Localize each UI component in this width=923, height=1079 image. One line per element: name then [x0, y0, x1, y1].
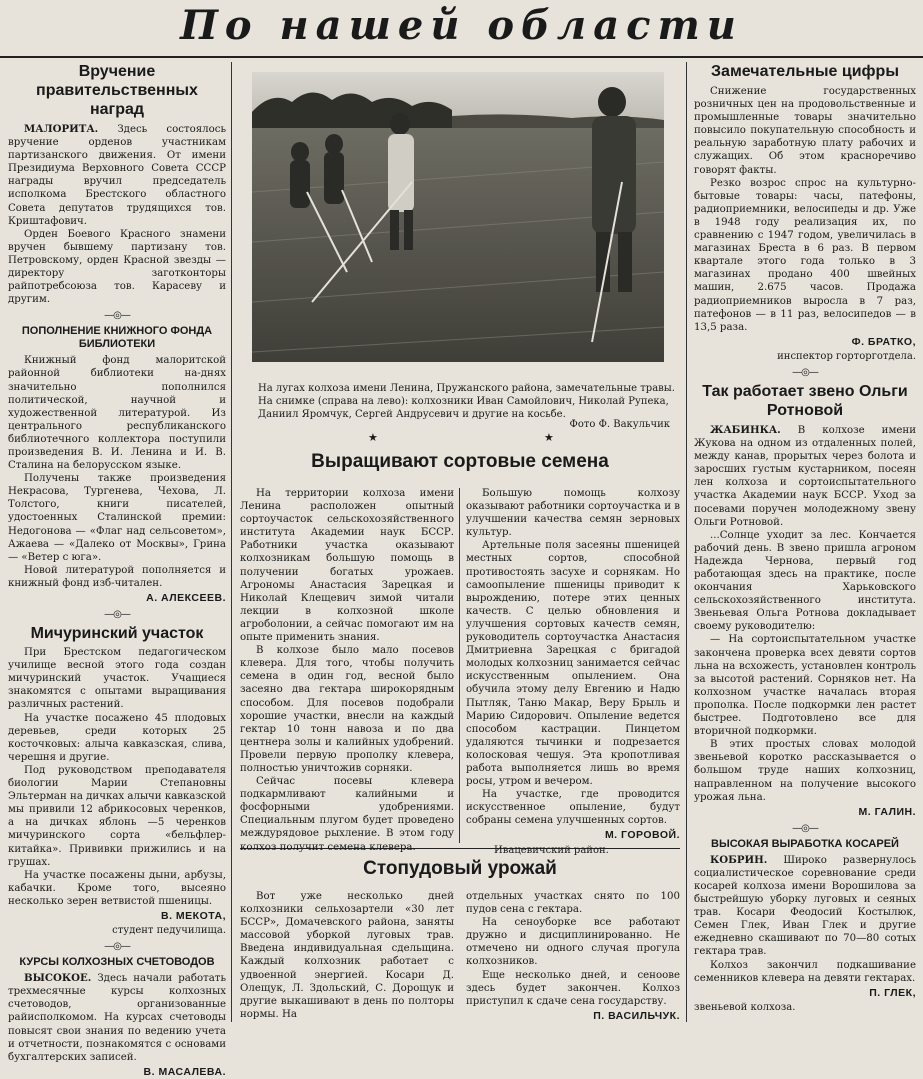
signature: Ф. БРАТКО,: [851, 335, 916, 348]
headline-harvest: Стопудовый урожай: [363, 858, 557, 879]
seeds-p3: Сейчас посевы клевера подкармливают калийными и фосфорными удобрениями. Специальным плугом будет проведено междурядовое рыхление. В этом году колхоз получит семена клевера.: [240, 776, 454, 853]
figures-p1: Снижение государственных розничных цен на продовольственные и промышленные товары значительно повысило покупательную способность и реальную заработную плату рабочих и служащих. Об этом красноречиво говорят факты.: [694, 86, 916, 176]
column-rule-left: [231, 62, 232, 1022]
figures-p2: Резко возрос спрос на культурно-бытовые товары: часы, патефоны, радиоприемники, велосипеды и др. Уже в 1948 году реализация их, по сравнению с 1947 годом, увеличилась в магазинах Бреста в 6 раз. В первом квартале этого года только в 3 магазинах продано 400 швейных машин, 2.675 часов. Продажа радиоприемников выросла в 7 раз, патефонов — в 11 раз, велосипедов — в 13,5 раза.: [694, 177, 916, 333]
signature: В. МЕКОТА,: [161, 909, 226, 922]
harvest-p2: отдельных участках снято по 100 пудов сена с гектара.: [466, 891, 680, 916]
signature-role: звеньевой колхоза.: [694, 1001, 796, 1013]
headline-figures: Замечательные цифры: [711, 63, 899, 80]
article-michurin-p3: Под руководством преподавателя биологии Марии Степановны Эльтерман на дичках алычи кавказской мы привили 12 абрикосовых черенков, а на дичках яблонь —5 черенков мичуринского сорта «бельфлер-китайка». Прививки прижились и на грушах.: [8, 764, 226, 868]
column-rule-center: [459, 488, 460, 843]
ornament-divider: —◎—: [104, 310, 130, 322]
headline-michurin: Мичуринский участок: [30, 625, 204, 643]
headline-library: ПОПОЛНЕНИЕ КНИЖНОГО ФОНДА БИБЛИОТЕКИ: [21, 325, 213, 351]
signature-role: инспектор горторготдела.: [777, 350, 916, 362]
photo-illustration: [252, 72, 664, 362]
photo-caption: На лугах колхоза имени Ленина, Пружанского района, замечательные травы. На снимке (справа на лево): колхозники Иван Самойлович, Николай Рупека, Даниил Яромчук, Сергей Андрусевич и другие на косьбе.: [258, 383, 675, 420]
seeds-column-1: [240, 487, 454, 853]
masthead-rule: [0, 56, 923, 58]
signature: А. АЛЕКСЕЕВ.: [146, 592, 226, 604]
rotnova-p1: ЖАБИНКА. В колхозе имени Жукова на одном из отдаленных полей, между канав, прорытых через болота и заросших густым кустарником, посеян лен колхоза и сортоиспытательного участка Академии наук БССР. Уход за посевами поручен молодежному звену Ольги Ротновой.: [694, 423, 916, 528]
seeds-p2: В колхозе было мало посевов клевера. Для того, чтобы получить семена в один год, весной было засеяно два гектара широкорядным способом. Для посевов подобрали хорошие участки, внесли на каждый гектар 10 тонн навоза и по два центнера золы и калийных удобрений. Провели первую прополку клевера, полностью уничтожив сорняки.: [240, 645, 454, 774]
harvest-column-1: [240, 890, 454, 1022]
masthead-title: По нашей области: [180, 2, 743, 49]
headline-accountants: КУРСЫ КОЛХОЗНЫХ СЧЕТОВОДОВ: [19, 956, 215, 969]
column-rule-right: [686, 62, 687, 1022]
seeds-p4: Большую помощь колхозу оказывают работники сортоучастка и в улучшении качества семян зерновых культур.: [466, 488, 680, 539]
seeds-column-2: [466, 487, 680, 856]
article-michurin-p2: На участке посажено 45 плодовых деревьев, среди которых 25 косточковых: алыча кавказская, слива, черешня и другие.: [8, 712, 226, 763]
ornament-divider: —◎—: [792, 822, 818, 834]
headline-awards: Вручение правительственных наград: [36, 63, 198, 118]
ornament-divider: —◎—: [104, 941, 130, 953]
photo-credit: Фото Ф. Вакульчик: [569, 419, 670, 430]
signature: В. МАСАЛЕВА.: [143, 1065, 226, 1078]
signature-role: студент педучилища.: [112, 925, 226, 937]
article-michurin-p4: На участке посажены дыни, арбузы, кабачки. Кроме того, высеяно несколько зерен ветвистой пшеницы.: [8, 869, 226, 907]
star-ornament: ★: [544, 431, 554, 444]
dateline: ВЫСОКОЕ.: [24, 972, 92, 985]
headline-seeds: Выращивают сортовые семена: [311, 451, 609, 472]
right-column: [694, 62, 916, 1022]
signature: П. ГЛЕК,: [869, 986, 916, 999]
article-accountants-p1: ВЫСОКОЕ. Здесь начали работать трехмесячные курсы колхозных счетоводов, организованные райисполкомом. На курсах счетоводы повысят свои знания по ведению учета и отчетности, познакомятся с основами бухгалтерских записей.: [8, 972, 226, 1063]
harvest-column-2: [466, 890, 680, 1022]
rotnova-p2: ...Солнце уходит за лес. Кончается рабочий день. В звено пришла агроном Надежда Чернова, первый год работающая здесь на практике, после окончания Харьковского сельскохозяйственного института. Звеньевая Ольга Ротнова докладывает своему руководителю:: [694, 529, 916, 633]
dateline-place: Ивацевичский район.: [494, 844, 609, 856]
dateline: ЖАБИНКА.: [710, 423, 781, 436]
mowers-p1: КОБРИН. Широко развернулось социалистическое соревнование среди косарей колхоза имени Ворошилова за быстрейшую уборку луговых и сеяных трав. Косари Феодосий Костылюк, Семен Глек, Иван Глек и другие ежедневно скашивают по 70—80 сотых гектара трав.: [694, 853, 916, 958]
left-column: [8, 62, 226, 1078]
mowers-p2: Колхоз закончил подкашивание семенников клевера на девяти гектарах.: [694, 959, 916, 984]
headline-mowers: ВЫСОКАЯ ВЫРАБОТКА КОСАРЕЙ: [711, 837, 899, 850]
signature: М. ГОРОВОЙ.: [604, 829, 680, 842]
harvest-p4: Еще несколько дней, и сеноове здесь будет закончен. Колхоз приступил к сдаче сена государству.: [466, 969, 680, 1007]
article-michurin-p1: При Брестском педагогическом училище весной этого года создан мичуринский участок. Учащиеся знакомятся с опытами выращивания различных растений.: [8, 647, 226, 711]
seeds-p5: Артельные поля засеяны пшеницей местных сортов, способной противостоять засухе и сорнякам. Но самоопыление пшеницы приводит к вырождению, потере этих ценных качеств. С целью обновления и улучшения сортовых качеств семян, руководитель сортоучастка Анастасия Дмитриевна Зарецкая с бригадой молодых колхозниц занимается сейчас искусственным опылением. Она обучила этому делу Евгению и Надю Пытляк, Таню Макар, Веру Брыль и Марию Сидорович. Опыление ведется способом кастрации. Пинцетом удаляются тычинки и подрезается колосковая чешуя. Эта кропотливая работа выполняется лишь во время росы, утром и вечером.: [466, 540, 680, 788]
dateline: МАЛОРИТА.: [24, 123, 99, 135]
seeds-p6: На участке, где проводится искусственное опыление, будут собраны семена улучшенных сортов.: [466, 789, 680, 827]
photo-mowers: [252, 72, 664, 362]
star-ornament: ★: [368, 431, 378, 444]
ornament-divider: —◎—: [104, 609, 130, 621]
seeds-p1: На территории колхоза имени Ленина расположен опытный сортоучасток сельскохозяйственного института Академии наук БССР. Работники участка оказывают колхозникам большую помощь в получении богатых урожаев. Агрономы Анастасия Зарецкая и Николай Клещевич зимой читали лекции в колхозной школе агроболонии, а сейчас помогают им на опыте применить знания.: [240, 488, 454, 644]
article-library-p3: Новой литературой пополняется и книжный фонд изб-читален.: [8, 564, 226, 589]
signature: П. ВАСИЛЬЧУК.: [593, 1009, 680, 1022]
article-awards-p1: МАЛОРИТА. Здесь состоялось вручение орденов участникам партизанского движения. От имени Президиума Верховного Совета СССР награды вручил председатель исполкома Брестского областного Совета депутатов трудящихся тов. Криштафович.: [8, 123, 226, 227]
rotnova-p3: — На сортоиспытательном участке закончена проверка всех девяти сортов льна на всхожесть, установлен контроль за высотой растений. Сорняков нет. На колхозном участке началась вторая прополка. После подкормки лен растет быстрее. Подготовлено все для вторичной подкормки.: [694, 634, 916, 738]
headline-rotnova: Так работает звено Ольги Ротновой: [702, 382, 908, 419]
signature: М. ГАЛИН.: [858, 805, 916, 818]
article-library-p1: Книжный фонд малоритской районной библиотеки на-днях значительно пополнился политической, научной и художественной литературой. Из центрального республиканского библиотечного коллектора поступили произведения В. И. Ленина и И. В. Сталина на белорусском языке.: [8, 355, 226, 472]
harvest-p1: Вот уже несколько дней колхозники сельхозартели «30 лет БССР», Домачевского района, заняты массовой уборкой луговых трав. Введена индивидуальная сдельщина. Каждый колхозник работает с удвоенной энергией. Косари Д. Олещук, Л. Здольский, С. Дорощук и другие выкашивают в день по полторы нормы. На: [240, 891, 454, 1020]
article-library-p2: Получены также произведения Некрасова, Тургенева, Чехова, Л. Толстого, книги писателей, удостоенных Сталинской премии: Недогонова — «Флаг над сельсоветом», Ажаева — «Далеко от Москвы», Грина — «Ветер с юга».: [8, 473, 226, 563]
ornament-divider: —◎—: [792, 366, 818, 378]
dateline: КОБРИН.: [710, 853, 768, 866]
rotnova-p4: В этих простых словах молодой звеньевой коротко рассказывается о большом труде наших колхозниц, направленном на получение высокого урожая льна.: [694, 739, 916, 803]
harvest-p3: На сеноуборке все работают дружно и дисциплинированно. Не отмечено ни одного случая прогула колхозников.: [466, 917, 680, 968]
article-awards-p2: Орден Боевого Красного знамени вручен бывшему партизану тов. Петровскому, орден Красной звезды — директору заготконторы райпотребсоюза тов. Карасеву и другим.: [8, 228, 226, 306]
